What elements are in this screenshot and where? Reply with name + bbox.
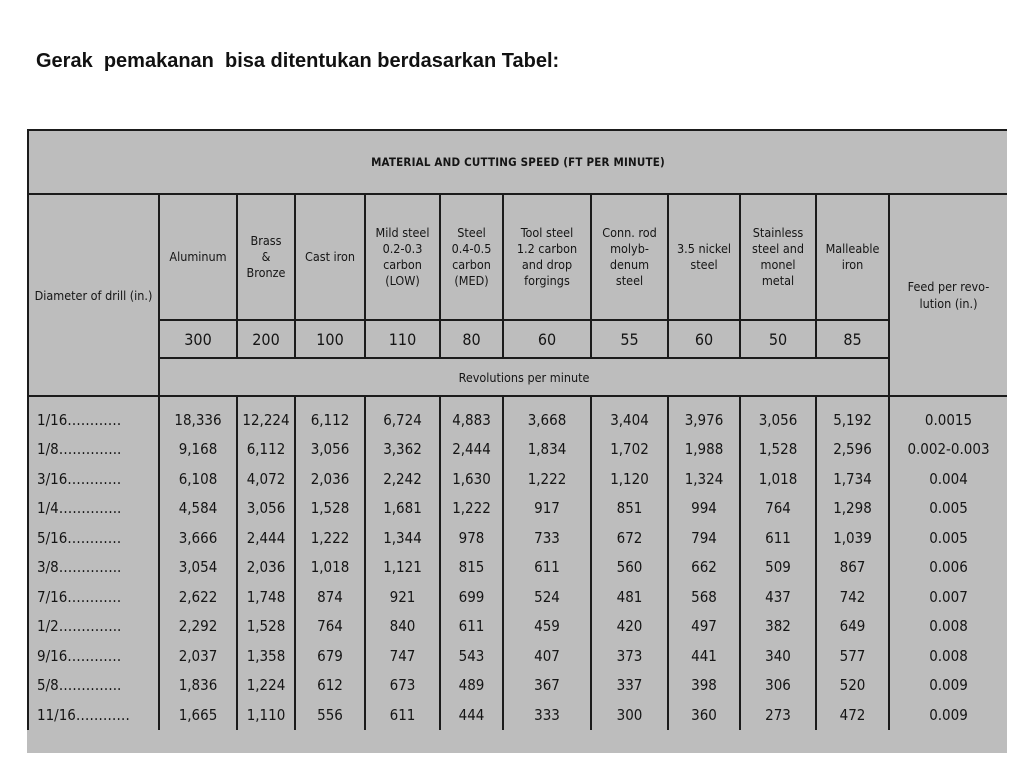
rpm-cell: 794 — [668, 523, 740, 553]
rpm-cell: 1,039 — [816, 523, 889, 553]
cutting-speed-value: 80 — [440, 320, 503, 358]
cutting-speed-value: 110 — [365, 320, 440, 358]
table-row — [28, 464, 1007, 494]
rpm-cell: 497 — [668, 612, 740, 642]
rpm-cell: 2,037 — [159, 641, 237, 671]
rpm-cell: 1,836 — [159, 671, 237, 701]
drill-diameter: 3/16………… — [28, 464, 159, 494]
table-row — [28, 582, 1007, 612]
material-header — [159, 194, 237, 320]
rpm-cell: 3,056 — [295, 435, 365, 465]
rpm-cell: 917 — [503, 494, 591, 524]
rpm-cell: 5,192 — [816, 396, 889, 435]
rpm-cell: 867 — [816, 553, 889, 583]
rpm-cell: 611 — [365, 700, 440, 730]
table-header: MATERIAL AND CUTTING SPEED (FT PER MINUTE) — [28, 130, 1007, 194]
rpm-cell: 1,702 — [591, 435, 668, 465]
material-header — [295, 194, 365, 320]
rpm-cell: 764 — [295, 612, 365, 642]
rpm-cell: 1,344 — [365, 523, 440, 553]
rpm-cell: 2,622 — [159, 582, 237, 612]
rpm-cell: 4,072 — [237, 464, 295, 494]
rpm-cell: 2,444 — [237, 523, 295, 553]
feed-cell: 0.009 — [889, 671, 1007, 701]
feed-cell: 0.009 — [889, 700, 1007, 730]
rpm-cell: 1,528 — [740, 435, 816, 465]
rpm-cell: 556 — [295, 700, 365, 730]
table-row — [28, 700, 1007, 730]
table-row — [28, 612, 1007, 642]
rpm-cell: 1,222 — [440, 494, 503, 524]
cutting-speed-value: 200 — [237, 320, 295, 358]
rpm-cell: 1,121 — [365, 553, 440, 583]
table-row — [28, 494, 1007, 524]
rpm-cell: 1,018 — [740, 464, 816, 494]
table-row — [28, 671, 1007, 701]
slide-title: Gerak pemakanan bisa ditentukan berdasarkan Tabel: — [36, 50, 560, 72]
rpm-cell: 6,108 — [159, 464, 237, 494]
material-header — [237, 194, 295, 320]
material-header — [668, 194, 740, 320]
rpm-cell: 764 — [740, 494, 816, 524]
drill-diameter: 1/2………….. — [28, 612, 159, 642]
rpm-cell: 382 — [740, 612, 816, 642]
rpm-label: Revolutions per minute — [159, 358, 889, 396]
rpm-cell: 673 — [365, 671, 440, 701]
rpm-cell: 1,120 — [591, 464, 668, 494]
rpm-cell: 1,110 — [237, 700, 295, 730]
rpm-cell: 3,404 — [591, 396, 668, 435]
material-name: Conn. rod molyb- denum steel — [602, 225, 657, 288]
cutting-speed-value: 100 — [295, 320, 365, 358]
rpm-cell: 1,630 — [440, 464, 503, 494]
feed-cell: 0.005 — [889, 523, 1007, 553]
drill-diameter: 7/16………… — [28, 582, 159, 612]
rpm-cell: 1,834 — [503, 435, 591, 465]
rpm-cell: 1,298 — [816, 494, 889, 524]
rpm-cell: 2,036 — [237, 553, 295, 583]
cutting-speed-value: 300 — [159, 320, 237, 358]
rpm-cell: 489 — [440, 671, 503, 701]
rpm-cell: 1,324 — [668, 464, 740, 494]
drill-diameter: 11/16………… — [28, 700, 159, 730]
material-name: Brass & Bronze — [246, 233, 286, 280]
feed-header: Feed per revo- lution (in.) — [889, 194, 1007, 396]
rpm-cell: 662 — [668, 553, 740, 583]
material-header — [503, 194, 591, 320]
rpm-cell: 921 — [365, 582, 440, 612]
rpm-cell: 3,668 — [503, 396, 591, 435]
rpm-cell: 520 — [816, 671, 889, 701]
rpm-cell: 733 — [503, 523, 591, 553]
material-name: 3.5 nickel steel — [677, 241, 731, 272]
rpm-cell: 543 — [440, 641, 503, 671]
table-row — [28, 396, 1007, 435]
material-header — [816, 194, 889, 320]
material-header — [591, 194, 668, 320]
material-name: Mild steel 0.2-0.3 carbon (LOW) — [375, 225, 430, 288]
rpm-cell: 340 — [740, 641, 816, 671]
rpm-cell: 1,665 — [159, 700, 237, 730]
rpm-cell: 12,224 — [237, 396, 295, 435]
rpm-cell: 360 — [668, 700, 740, 730]
rpm-cell: 742 — [816, 582, 889, 612]
material-header — [440, 194, 503, 320]
rpm-cell: 306 — [740, 671, 816, 701]
table-row — [28, 435, 1007, 465]
rpm-cell: 420 — [591, 612, 668, 642]
rpm-cell: 472 — [816, 700, 889, 730]
rpm-cell: 459 — [503, 612, 591, 642]
rpm-cell: 1,222 — [503, 464, 591, 494]
rpm-cell: 3,976 — [668, 396, 740, 435]
rpm-cell: 524 — [503, 582, 591, 612]
rpm-cell: 6,724 — [365, 396, 440, 435]
rpm-cell: 441 — [668, 641, 740, 671]
rpm-cell: 815 — [440, 553, 503, 583]
rpm-cell: 373 — [591, 641, 668, 671]
rpm-cell: 3,054 — [159, 553, 237, 583]
drill-diameter: 9/16………… — [28, 641, 159, 671]
rpm-cell: 874 — [295, 582, 365, 612]
rpm-cell: 2,444 — [440, 435, 503, 465]
rpm-cell: 611 — [440, 612, 503, 642]
diameter-header: Diameter of drill (in.) — [28, 194, 159, 396]
rpm-cell: 679 — [295, 641, 365, 671]
rpm-cell: 611 — [740, 523, 816, 553]
rpm-cell: 2,596 — [816, 435, 889, 465]
material-name: Aluminum — [169, 249, 227, 264]
drill-diameter: 5/16………… — [28, 523, 159, 553]
feed-cell: 0.002-0.003 — [889, 435, 1007, 465]
cutting-speed-value: 50 — [740, 320, 816, 358]
table-row — [28, 523, 1007, 553]
rpm-cell: 1,734 — [816, 464, 889, 494]
rpm-cell: 337 — [591, 671, 668, 701]
rpm-cell: 3,666 — [159, 523, 237, 553]
rpm-cell: 1,748 — [237, 582, 295, 612]
rpm-cell: 1,988 — [668, 435, 740, 465]
rpm-cell: 1,358 — [237, 641, 295, 671]
rpm-cell: 568 — [668, 582, 740, 612]
rpm-cell: 1,528 — [237, 612, 295, 642]
rpm-cell: 398 — [668, 671, 740, 701]
rpm-cell: 612 — [295, 671, 365, 701]
material-name: Stainless steel and monel metal — [752, 225, 804, 288]
rpm-cell: 3,056 — [740, 396, 816, 435]
table-row — [28, 553, 1007, 583]
feed-cell: 0.0015 — [889, 396, 1007, 435]
rpm-cell: 747 — [365, 641, 440, 671]
material-name: Steel 0.4-0.5 carbon (MED) — [451, 225, 492, 288]
rpm-cell: 407 — [503, 641, 591, 671]
rpm-cell: 1,681 — [365, 494, 440, 524]
rpm-cell: 672 — [591, 523, 668, 553]
rpm-cell: 4,584 — [159, 494, 237, 524]
rpm-cell: 577 — [816, 641, 889, 671]
rpm-cell: 840 — [365, 612, 440, 642]
feed-cell: 0.004 — [889, 464, 1007, 494]
rpm-cell: 1,528 — [295, 494, 365, 524]
rpm-cell: 851 — [591, 494, 668, 524]
rpm-cell: 6,112 — [237, 435, 295, 465]
cutting-speed-value: 55 — [591, 320, 668, 358]
rpm-cell: 1,224 — [237, 671, 295, 701]
feed-cell: 0.008 — [889, 612, 1007, 642]
cutting-speed-table — [27, 129, 1007, 730]
rpm-cell: 367 — [503, 671, 591, 701]
material-name: Tool steel 1.2 carbon and drop forgings — [516, 225, 578, 288]
drill-diameter: 1/4………….. — [28, 494, 159, 524]
rpm-cell: 481 — [591, 582, 668, 612]
material-name: Malleable iron — [825, 241, 880, 272]
cutting-speed-value: 60 — [503, 320, 591, 358]
rpm-cell: 333 — [503, 700, 591, 730]
drill-diameter: 5/8………….. — [28, 671, 159, 701]
rpm-cell: 444 — [440, 700, 503, 730]
rpm-cell: 611 — [503, 553, 591, 583]
rpm-cell: 1,222 — [295, 523, 365, 553]
rpm-cell: 2,242 — [365, 464, 440, 494]
feed-cell: 0.005 — [889, 494, 1007, 524]
rpm-cell: 2,292 — [159, 612, 237, 642]
rpm-cell: 1,018 — [295, 553, 365, 583]
cutting-speed-value: 60 — [668, 320, 740, 358]
material-name: Cast iron — [304, 249, 356, 264]
rpm-cell: 699 — [440, 582, 503, 612]
rpm-cell: 9,168 — [159, 435, 237, 465]
rpm-cell: 6,112 — [295, 396, 365, 435]
rpm-cell: 3,056 — [237, 494, 295, 524]
feed-cell: 0.008 — [889, 641, 1007, 671]
rpm-cell: 560 — [591, 553, 668, 583]
drill-diameter: 1/16………… — [28, 396, 159, 435]
rpm-cell: 300 — [591, 700, 668, 730]
rpm-cell: 649 — [816, 612, 889, 642]
rpm-cell: 4,883 — [440, 396, 503, 435]
rpm-cell: 437 — [740, 582, 816, 612]
table-row — [28, 641, 1007, 671]
rpm-cell: 978 — [440, 523, 503, 553]
feed-cell: 0.007 — [889, 582, 1007, 612]
feed-cell: 0.006 — [889, 553, 1007, 583]
rpm-cell: 3,362 — [365, 435, 440, 465]
rpm-cell: 509 — [740, 553, 816, 583]
cutting-speed-table-image — [27, 129, 1007, 753]
cutting-speed-value: 85 — [816, 320, 889, 358]
rpm-cell: 18,336 — [159, 396, 237, 435]
drill-diameter: 1/8………….. — [28, 435, 159, 465]
rpm-cell: 273 — [740, 700, 816, 730]
rpm-cell: 994 — [668, 494, 740, 524]
material-header — [365, 194, 440, 320]
material-header — [740, 194, 816, 320]
drill-diameter: 3/8………….. — [28, 553, 159, 583]
rpm-cell: 2,036 — [295, 464, 365, 494]
